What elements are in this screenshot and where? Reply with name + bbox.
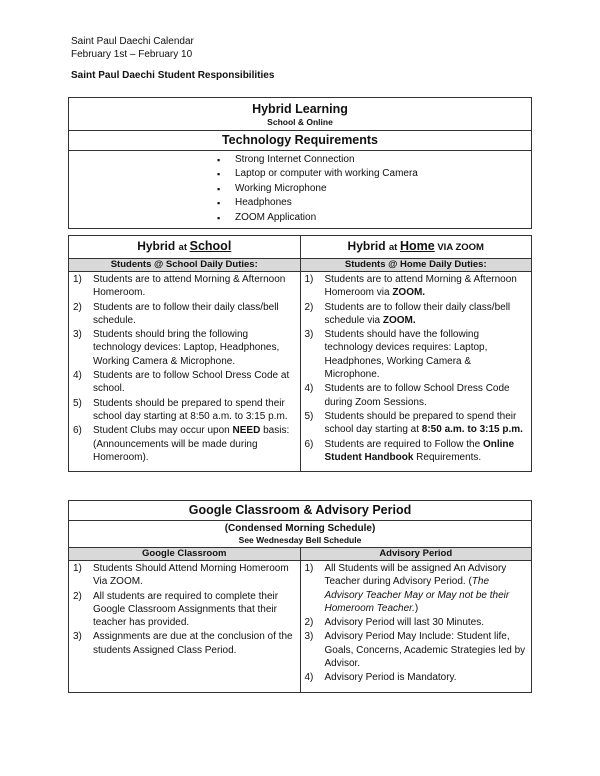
hybrid-subtitle: School & Online <box>267 117 333 127</box>
list-item: ▪ Strong Internet Connection <box>217 153 531 167</box>
list-item: 1) All Students will be assigned An Advisory Teacher during Advisory Period. (The Advisory Teacher May or May not be their Homeroom Teacher.) <box>304 563 510 614</box>
home-duties-cell <box>300 272 532 472</box>
tech-requirements-heading: Technology Requirements <box>69 131 532 151</box>
tech-requirements-cell <box>69 151 532 229</box>
list-item: 2) Advisory Period will last 30 Minutes. <box>304 617 485 629</box>
list-item: 6) Students are required to Follow the Online Student Handbook Requirements. <box>304 438 515 463</box>
schedule-note-cell <box>69 521 532 548</box>
list-item: 1) Students Should Attend Morning Homeroom Via ZOOM. <box>73 563 289 588</box>
hybrid-title: Hybrid Learning <box>252 102 348 116</box>
list-item: 5) Students should be prepared to spend their school day starting at 8:50 a.m. to 3:15 p.m. <box>304 410 523 436</box>
list-item: 5) Students should be prepared to spend their school day starting at 8:50 a.m. to 3:15 p.m. <box>73 397 288 422</box>
list-item: 6) Student Clubs may occur upon NEED basis: (Announcements will be made during Homeroom). <box>73 425 290 463</box>
school-duties-list <box>69 272 300 471</box>
daily-duties-table <box>68 235 532 472</box>
google-advisory-title: Google Classroom & Advisory Period <box>69 501 532 521</box>
school-heading: Hybrid at School <box>69 236 301 259</box>
list-item: ▪ Working Microphone <box>217 182 531 196</box>
list-item: ▪ Laptop or computer with working Camera <box>217 167 531 181</box>
list-item: ▪ Headphones <box>217 196 531 210</box>
advisory-period-cell <box>300 561 532 693</box>
page-title: Saint Paul Daechi Student Responsibilities <box>71 70 275 81</box>
tech-requirements-list <box>217 151 531 228</box>
home-duties-subheading: Students @ Home Daily Duties: <box>300 259 532 272</box>
school-duties-subheading: Students @ School Daily Duties: <box>69 259 301 272</box>
list-item: 2) Students are to follow their daily class/bell schedule via ZOOM. <box>304 301 511 326</box>
google-classroom-heading: Google Classroom <box>69 548 301 561</box>
list-item: 3) Advisory Period May Include: Student life, Goals, Concerns, Academic Strategies led by Advisor. <box>304 631 526 670</box>
school-duties-cell <box>69 272 301 472</box>
list-item: 2) Students are to follow their daily class/bell schedule. <box>73 301 279 326</box>
schedule-subtitle: (Condensed Morning Schedule) <box>224 523 376 534</box>
list-item: 4) Advisory Period is Mandatory. <box>304 672 457 684</box>
list-item: 3) Students should have the following technology devices requires: Laptop, Headphones, Working Camera & Microphone. <box>304 329 488 381</box>
advisory-period-heading: Advisory Period <box>300 548 532 561</box>
list-item: 3) Students should bring the following technology devices: Laptop, Headphones, Working Camera & Microphone. <box>73 329 280 367</box>
date-range: February 1st – February 10 <box>71 49 193 60</box>
google-classroom-cell <box>69 561 301 693</box>
list-item: 1) Students are to attend Morning & Afternoon Homeroom. <box>73 274 286 299</box>
home-duties-list <box>301 272 532 471</box>
list-item: 2) All students are required to complete their Google Classroom Assignments that their teacher has provided. <box>73 590 279 629</box>
home-heading: Hybrid at Home VIA ZOOM <box>300 236 532 259</box>
list-item: ▪ ZOOM Application <box>217 211 531 225</box>
advisory-period-list <box>301 561 532 692</box>
list-item: 4) Students are to follow School Dress Code at school. <box>73 370 290 395</box>
hybrid-learning-table <box>68 97 532 229</box>
google-advisory-table <box>68 500 532 693</box>
google-classroom-list <box>69 561 300 664</box>
list-item: 3) Assignments are due at the conclusion of the students Assigned Class Period. <box>73 631 293 656</box>
bell-schedule-note: See Wednesday Bell Schedule <box>238 535 362 545</box>
list-item: 1) Students are to attend Morning & Afternoon Homeroom via ZOOM. <box>304 274 517 299</box>
hybrid-title-cell <box>69 98 532 131</box>
list-item: 4) Students are to follow School Dress Code during Zoom Sessions. <box>304 383 510 408</box>
calendar-title: Saint Paul Daechi Calendar <box>71 36 194 47</box>
